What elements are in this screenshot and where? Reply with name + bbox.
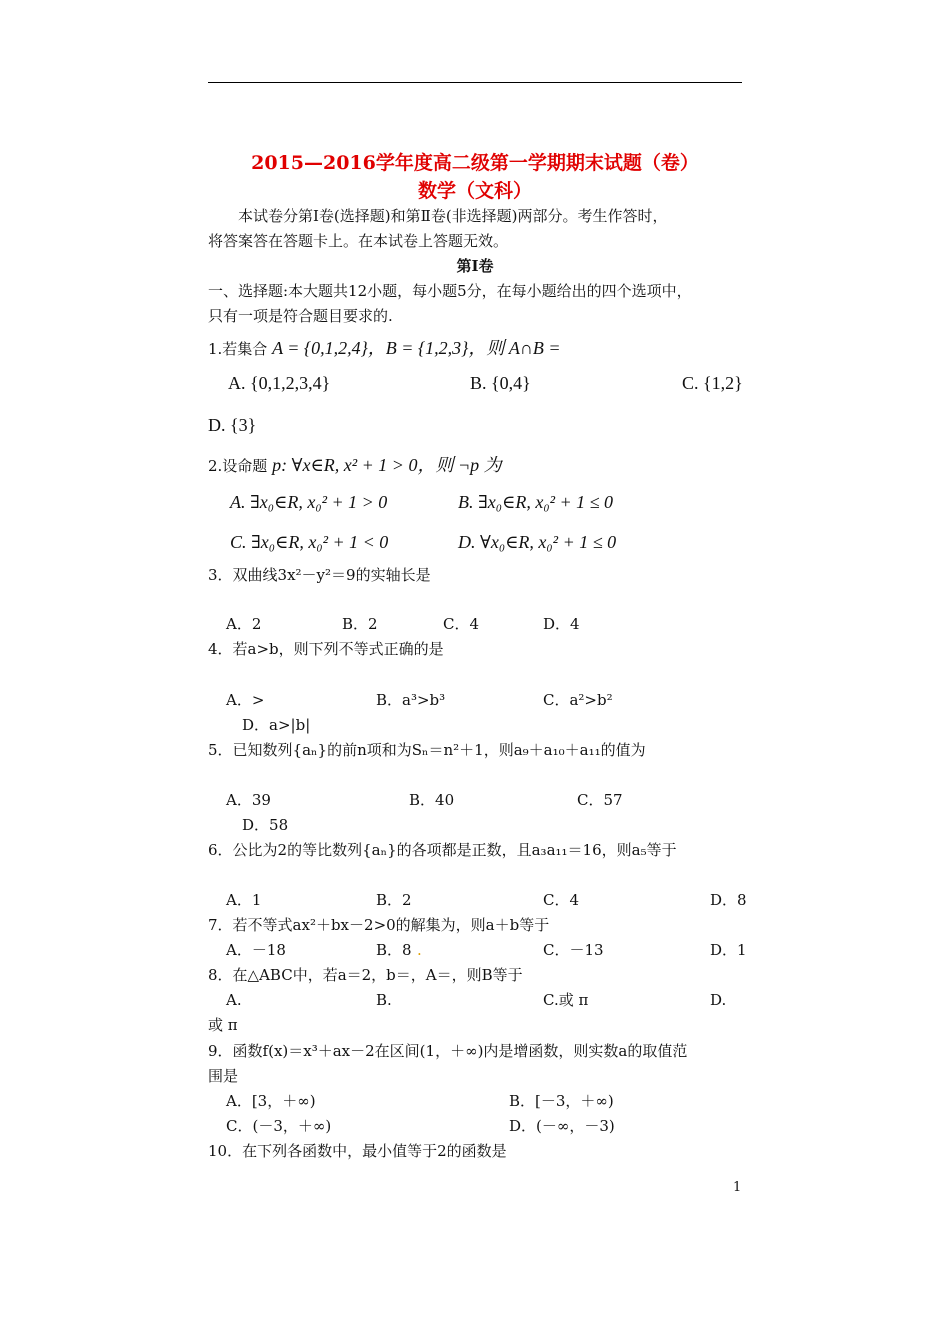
page-number: 1	[733, 1180, 742, 1195]
question-6-option-d: D．8	[710, 891, 747, 909]
exam-title: 2015—2016学年度高二级第一学期期末试题（卷）	[251, 152, 699, 174]
question-2-prefix: 2.设命题	[208, 457, 268, 475]
question-4: 4．若a>b，则下列不等式正确的是	[208, 640, 444, 658]
question-1-option-a: A. {0,1,2,3,4}	[228, 373, 331, 393]
question-5: 5．已知数列{aₙ}的前n项和为Sₙ＝n²＋1，则a₉＋a₁₀＋a₁₁的值为	[208, 741, 646, 759]
question-9-line-1: 9．函数f(x)＝x³＋ax－2在区间(1，＋∞)内是增函数，则实数a的取值范	[208, 1042, 688, 1060]
question-2-option-a: A. ∃x₀∈R, x₀² + 1 > 0	[230, 492, 388, 512]
question-2-option-c: C. ∃x₀∈R, x₀² + 1 < 0	[230, 532, 389, 552]
question-8-option-b: B.	[376, 991, 392, 1009]
question-7-option-c: C．－13	[543, 941, 604, 959]
question-1-option-c: C. {1,2}	[682, 373, 743, 393]
question-6-option-a: A．1	[226, 891, 262, 909]
question-8-option-d: D.	[710, 991, 727, 1009]
question-5-option-a: A．39	[226, 791, 271, 809]
question-4-option-c: C．a²>b²	[543, 691, 613, 709]
question-9-option-d: D．(－∞，－3)	[509, 1117, 615, 1135]
question-3-option-b: B．2	[342, 615, 378, 633]
question-7-option-d: D．1	[710, 941, 747, 959]
question-2	[208, 455, 502, 476]
section-line-1: 一、选择题:本大题共12小题，每小题5分，在每小题给出的四个选项中，	[208, 282, 692, 300]
question-4-option-a: A．>	[226, 691, 265, 709]
question-9-option-a: A．[3，＋∞)	[226, 1092, 316, 1110]
section-line-2: 只有一项是符合题目要求的.	[208, 307, 393, 325]
question-1	[208, 338, 560, 359]
question-2-math: p: ∀x∈R, x² + 1 > 0，则 ¬p 为	[272, 455, 502, 475]
exam-subtitle: 数学（文科）	[417, 180, 532, 202]
question-1-math: A = {0,1,2,4}，B = {1,2,3}，则 A∩B =	[272, 338, 561, 358]
question-10: 10．在下列各函数中，最小值等于2的函数是	[208, 1142, 507, 1160]
question-1-prefix: 1.若集合	[208, 340, 268, 358]
question-1-option-b: B. {0,4}	[470, 373, 531, 393]
question-5-option-c: C．57	[577, 791, 623, 809]
question-3-option-c: C．4	[443, 615, 480, 633]
question-2-option-b: B. ∃x₀∈R, x₀² + 1 ≤ 0	[458, 492, 613, 512]
question-7-option-a: A．－18	[226, 941, 286, 959]
question-5-option-b: B．40	[409, 791, 455, 809]
question-4-option-b: B．a³>b³	[376, 691, 446, 709]
question-9-option-c: C．(－3，＋∞)	[226, 1117, 332, 1135]
question-9-line-2: 围是	[208, 1067, 239, 1085]
question-4-option-d: D．a>|b|	[242, 716, 311, 734]
question-6-option-b: B．2	[376, 891, 412, 909]
question-7: 7．若不等式ax²＋bx－2>0的解集为，则a＋b等于	[208, 916, 550, 934]
question-8-option-d-cont: 或 π	[208, 1016, 238, 1034]
question-5-option-d: D．58	[242, 816, 289, 834]
part-heading: 第Ⅰ卷	[456, 257, 494, 275]
instructions-line-2: 将答案答在答题卡上。在本试卷上答题无效。	[208, 232, 509, 250]
question-8: 8．在△ABC中，若a＝2，b＝，A＝，则B等于	[208, 966, 523, 984]
stray-dot-mark: .	[417, 941, 422, 959]
question-3: 3．双曲线3x²－y²＝9的实轴长是	[208, 566, 431, 584]
question-1-option-d: D. {3}	[208, 415, 257, 435]
question-3-option-d: D．4	[543, 615, 580, 633]
question-7-option-b: B．8	[376, 941, 412, 959]
question-8-option-a: A.	[226, 991, 242, 1009]
question-9-option-b: B．[－3，＋∞)	[509, 1092, 614, 1110]
question-8-option-c: C.或 π	[543, 991, 589, 1009]
question-6-option-c: C．4	[543, 891, 580, 909]
question-3-option-a: A．2	[226, 615, 262, 633]
instructions-line-1: 本试卷分第Ⅰ卷(选择题)和第Ⅱ卷(非选择题)两部分。考生作答时，	[238, 207, 668, 225]
header-rule	[208, 82, 742, 83]
question-2-option-d: D. ∀x₀∈R, x₀² + 1 ≤ 0	[458, 532, 617, 552]
question-6: 6．公比为2的等比数列{aₙ}的各项都是正数，且a₃a₁₁＝16，则a₅等于	[208, 841, 677, 859]
